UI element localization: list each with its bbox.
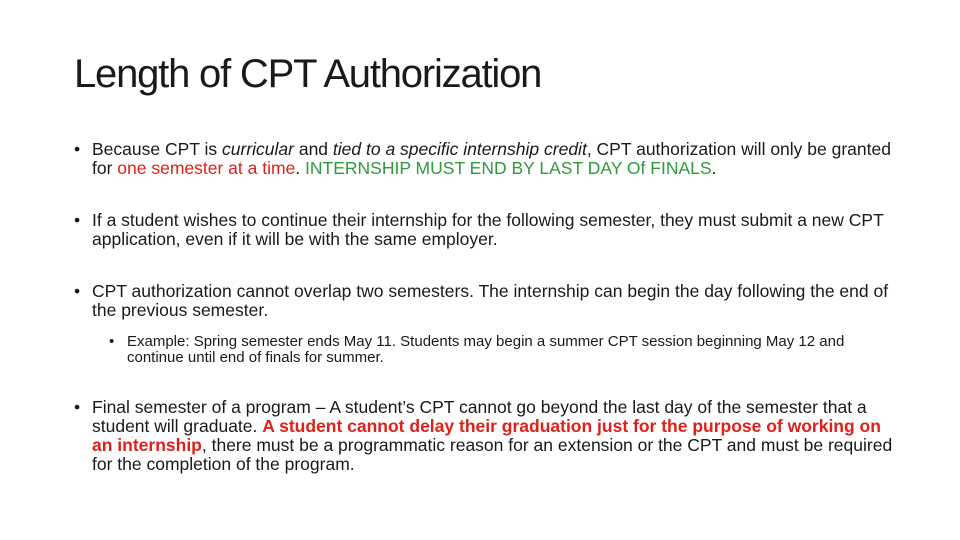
bullet-dot-icon: • [74, 139, 81, 159]
bullet-dot-icon: • [74, 397, 81, 417]
bullet-dot-icon: • [74, 281, 81, 301]
bullet-text: If a student wishes to continue their internship for the following semester, they must submit a new CPT application, even if it will be with the same employer. [92, 210, 884, 249]
italic-term-credit: tied to a specific internship credit [332, 139, 587, 159]
text-run: Final semester of a program – A student’s CPT cannot go beyond the last day of the semester that a student will graduate. [92, 397, 867, 436]
sub-bullet-example [109, 334, 904, 366]
bullet-dot-icon: • [109, 333, 115, 350]
text-run: . [711, 158, 717, 178]
bullet-item-one-semester [74, 140, 904, 178]
bullet-item-continue-internship [74, 211, 904, 249]
highlight-one-semester: one semester at a time [117, 158, 296, 178]
text-run: , there must be a programmatic reason for an extension or the CPT and must be required for the completion of the program. [92, 435, 893, 474]
sub-bullet-text: Example: Spring semester ends May 11. Students may begin a summer CPT session beginning May 12 and continue until end of finals for summer. [127, 333, 845, 366]
slide-title: Length of CPT Authorization [74, 52, 542, 96]
text-run: and [293, 139, 333, 159]
text-run: , CPT authorization will only be granted for [92, 139, 891, 178]
highlight-end-by-finals: INTERNSHIP MUST END BY LAST DAY Of FINALS [305, 158, 712, 178]
bullet-item-final-semester [74, 398, 904, 474]
bullet-dot-icon: • [74, 210, 81, 230]
text-run: Because CPT is [92, 139, 223, 159]
text-run: . [295, 158, 306, 178]
italic-term-curricular: curricular [222, 139, 294, 159]
bullet-text: CPT authorization cannot overlap two semesters. The internship can begin the day following the end of the previous semester. [92, 281, 889, 320]
highlight-cannot-delay-graduation: A student cannot delay their graduation just for the purpose of working on an internship [92, 416, 881, 455]
bullet-item-no-overlap [74, 282, 904, 320]
bullet-list [74, 140, 904, 474]
